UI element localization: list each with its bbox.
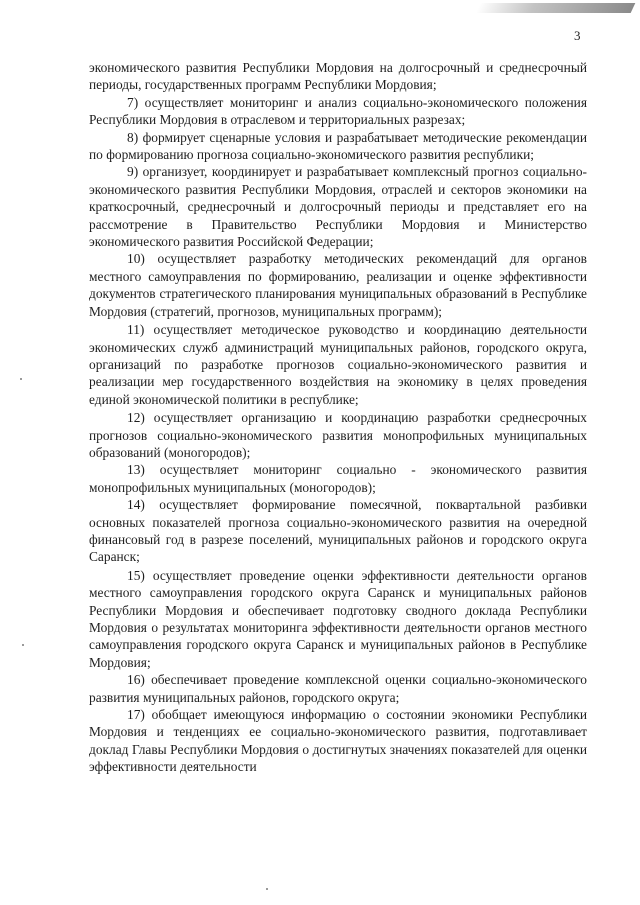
paragraph-item-14: 14) осуществляет формирование помесячной, поквартальной разбивки основных показателей прогноза социально-экономического развития на очередной финансовый год в разрезе поселений, муниципальных районов и городского округа Саранск; bbox=[89, 497, 587, 565]
paragraph-item-10: 10) осуществляет разработку методических рекомендаций для органов местного самоуправления по формированию, реализации и оценке эффективности документов стратегического планирования муниципальных образований в Республике Мордовия (стратегий, прогнозов, муниципальных программ); bbox=[89, 251, 587, 319]
page-number: 3 bbox=[574, 28, 581, 43]
paragraph-item-13: 13) осуществляет мониторинг социально - экономического развития монопрофильных муниципальных (моногородов); bbox=[89, 462, 587, 495]
paragraph-item-16: 16) обеспечивает проведение комплексной оценки социально-экономического развития муниципальных районов, городского округа; bbox=[89, 672, 587, 705]
paragraph-item-11: 11) осуществляет методическое руководство и координацию деятельности экономических служб администраций муниципальных районов, городского округа, организаций по разработке прогнозов социально-экономического развития и реализации мер государственного воздействия на экономику в целях проведения единой экономической политики в республике; bbox=[89, 322, 587, 407]
paragraph-item-7: 7) осуществляет мониторинг и анализ социально-экономического положения Республики Мордовия в отраслевом и территориальных разрезах; bbox=[89, 94, 587, 128]
document-body bbox=[89, 59, 587, 776]
scan-artifact bbox=[476, 3, 636, 13]
paragraph-item-17: 17) обобщает имеющуюся информацию о состоянии экономики Республики Мордовия и тенденциях ее социально-экономического развития, подготавливает доклад Главы Республики Мордовия о достигнутых значениях показателей для оценки эффективности деятельности bbox=[89, 707, 587, 775]
scan-speck bbox=[266, 888, 268, 890]
scan-speck bbox=[22, 644, 24, 646]
paragraph-continuation: экономического развития Республики Мордовия на долгосрочный и среднесрочный периоды, государственных программ Республики Мордовия; bbox=[89, 60, 587, 93]
scan-speck bbox=[20, 378, 22, 380]
paragraph-item-8: 8) формирует сценарные условия и разрабатывает методические рекомендации по формированию прогноза социально-экономического развития республики; bbox=[89, 129, 587, 163]
paragraph-item-15: 15) осуществляет проведение оценки эффективности деятельности органов местного самоуправления городского округа Саранск и муниципальных районов Республики Мордовия и обеспечивает подготовку сводного доклада Республики Мордовия о результатах мониторинга эффективности деятельности органов местного самоуправления городского округа Саранск и муниципальных районов в Республике Мордовия; bbox=[89, 567, 587, 670]
paragraph-item-12: 12) осуществляет организацию и координацию разработки среднесрочных прогнозов социально-экономического развития монопрофильных муниципальных образований (моногородов); bbox=[89, 410, 587, 460]
paragraph-item-9: 9) организует, координирует и разрабатывает комплексный прогноз социально-экономического развития Республики Мордовия, отраслей и секторов экономики на краткосрочный, среднесрочный и долгосрочный периоды и представляет его на рассмотрение в Правительство Республики Мордовия и Министерство экономического развития Российской Федерации; bbox=[89, 164, 587, 250]
